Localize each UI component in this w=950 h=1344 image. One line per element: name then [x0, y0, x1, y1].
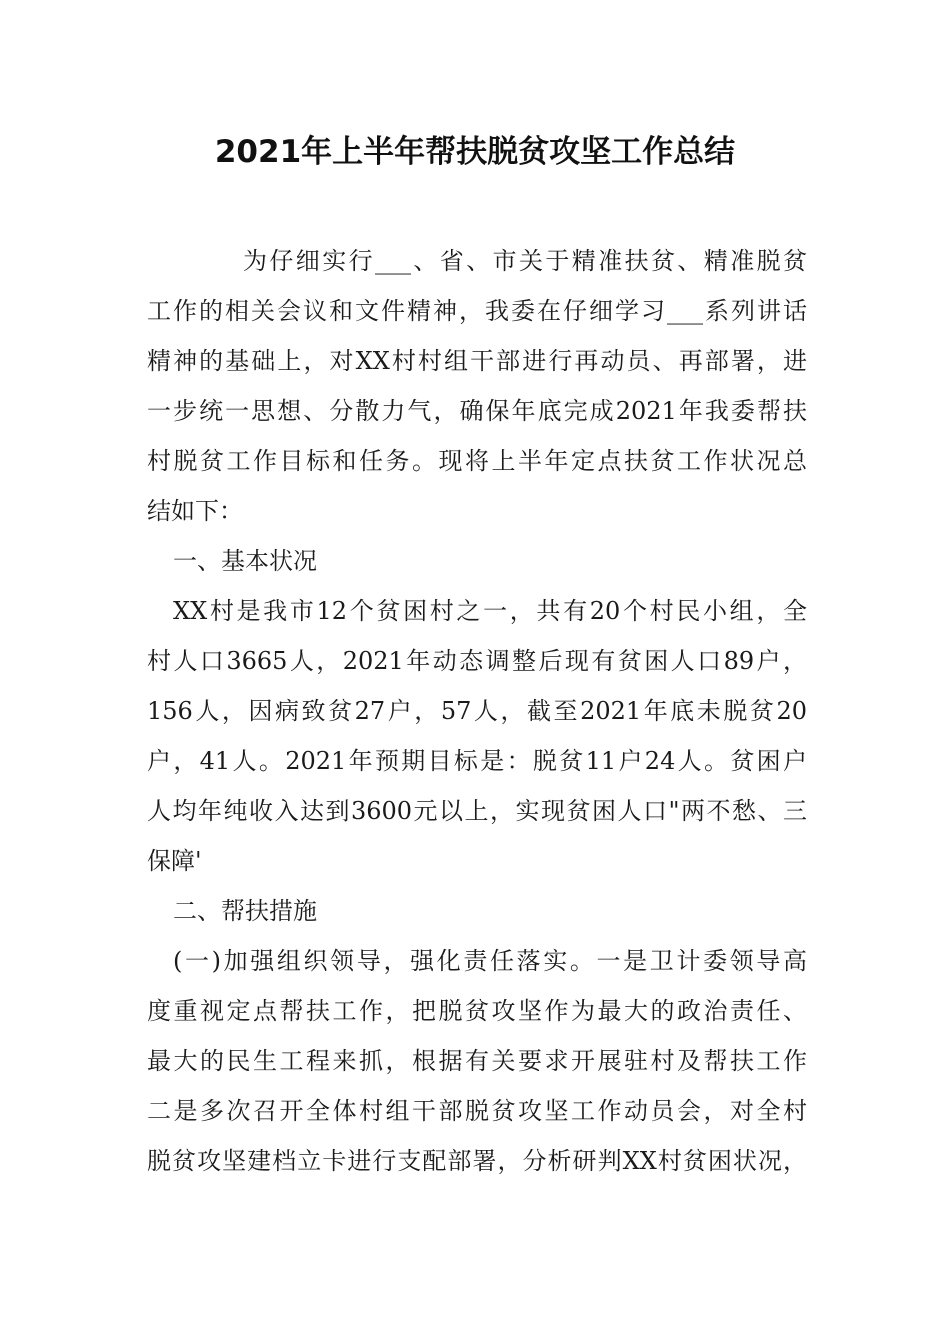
paragraph-line: 人均年纯收入达到3600元以上，实现贫困人口"两不愁、三 [147, 797, 807, 825]
section-heading: 二、帮扶措施 [173, 897, 317, 925]
paragraph-line: 户，41人。2021年预期目标是：脱贫11户24人。贫困户 [147, 747, 807, 775]
paragraph-line: 村人口3665人，2021年动态调整后现有贫困人口89户， [147, 647, 807, 675]
paragraph-line: XX村是我市12个贫困村之一，共有20个村民小组，全 [173, 597, 807, 625]
paragraph-line: 度重视定点帮扶工作，把脱贫攻坚作为最大的政治责任、 [147, 997, 807, 1025]
paragraph-line: (一)加强组织领导，强化责任落实。一是卫计委领导高 [173, 947, 807, 975]
paragraph-line: 村脱贫工作目标和任务。现将上半年定点扶贫工作状况总 [147, 447, 807, 475]
paragraph-line: 二是多次召开全体村组干部脱贫攻坚工作动员会，对全村 [147, 1097, 807, 1125]
paragraph-line: 结如下： [147, 497, 243, 525]
paragraph-line: 脱贫攻坚建档立卡进行支配部署，分析研判XX村贫困状况， [147, 1147, 807, 1175]
document-title: 2021年上半年帮扶脱贫攻坚工作总结 [214, 134, 736, 170]
paragraph-line: 精神的基础上，对XX村村组干部进行再动员、再部署，进 [147, 347, 807, 375]
paragraph-line: 工作的相关会议和文件精神，我委在仔细学习___系列讲话 [147, 297, 807, 325]
paragraph-line: 一步统一思想、分散力气，确保年底完成2021年我委帮扶 [147, 397, 807, 425]
paragraph-line: 保障' [147, 847, 202, 875]
paragraph-line: 为仔细实行___、省、市关于精准扶贫、精准脱贫 [243, 247, 807, 275]
paragraph-line: 最大的民生工程来抓，根据有关要求开展驻村及帮扶工作 [147, 1047, 807, 1075]
document-body [147, 236, 807, 1186]
section-heading: 一、基本状况 [173, 547, 317, 575]
paragraph-line: 156人，因病致贫27户，57人，截至2021年底未脱贫20 [147, 697, 807, 725]
